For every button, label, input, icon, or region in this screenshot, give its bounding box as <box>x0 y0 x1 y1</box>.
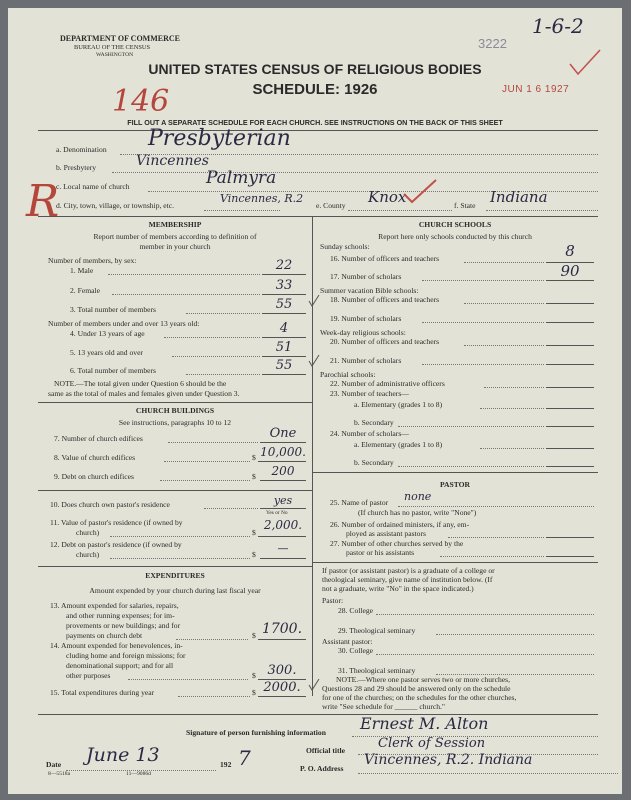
q30-label: 30. College <box>338 646 374 655</box>
q5-label: 5. 13 years old and over <box>70 348 143 357</box>
pastor-note-3: for one of the churches; on the schedules for the other churches, <box>322 693 517 702</box>
po-address-label: P. O. Address <box>300 764 344 773</box>
q12-value: — <box>277 542 289 555</box>
graduate-note-3: not a graduate, write "No" in the space indicated.) <box>322 584 474 593</box>
local-name-value: Palmyra <box>206 168 277 188</box>
year-digit: 7 <box>238 746 251 770</box>
q14-line-1: 14. Amount expended for benevolences, in- <box>50 641 183 650</box>
q13-line-4: payments on church debt <box>66 631 143 640</box>
q10-label: 10. Does church own pastor's residence <box>50 500 170 509</box>
expenditures-heading: EXPENDITURES <box>145 571 205 580</box>
pastor-sub-label: Pastor: <box>322 596 344 605</box>
pastor-note-1: NOTE.—Where one pastor serves two or more churches, <box>336 675 510 684</box>
q10-value: yes <box>273 494 293 507</box>
graduate-note-1: If pastor (or assistant pastor) is a graduate of a college or <box>322 566 495 575</box>
q16-label: 16. Number of officers and teachers <box>330 254 440 263</box>
q13-line-1: 13. Amount expended for salaries, repairs, <box>50 601 179 610</box>
form-title: UNITED STATES CENSUS OF RELIGIOUS BODIES <box>148 61 482 77</box>
summer-label: Summer vacation Bible schools: <box>320 286 419 295</box>
q17-value: 90 <box>560 262 580 280</box>
q7-label: 7. Number of church edifices <box>54 434 143 443</box>
received-date-stamp: JUN 1 6 1927 <box>502 84 570 95</box>
county-label: e. County <box>316 201 346 210</box>
q8-value: 10,000. <box>260 445 306 459</box>
q5-value: 51 <box>275 340 293 355</box>
date-value: June 13 <box>86 744 160 766</box>
city-town-value: Vincennes, R.2 <box>220 192 304 205</box>
check-mark-icon <box>402 178 438 204</box>
assistant-sub-label: Assistant pastor: <box>322 637 373 646</box>
q2-value: 33 <box>275 278 293 293</box>
q17-label: 17. Number of scholars <box>330 272 402 281</box>
pastor-note-2: Questions 28 and 29 should be answered only on the schedule <box>322 684 511 693</box>
department-label: DEPARTMENT OF COMMERCE <box>60 34 181 43</box>
buildings-sub: See instructions, paragraphs 10 to 12 <box>118 418 232 427</box>
q3-value: 55 <box>275 297 293 312</box>
q19-label: 19. Number of scholars <box>330 314 402 323</box>
bureau-label: BUREAU OF THE CENSUS <box>74 44 151 51</box>
age-intro-label: Number of members under and over 13 years old: <box>48 319 200 328</box>
city-label: WASHINGTON <box>96 52 134 58</box>
q24-label: 24. Number of scholars— <box>330 429 409 438</box>
q27-label-1: 27. Number of other churches served by the <box>330 539 464 548</box>
q7-value: One <box>269 426 297 441</box>
q3-label: 3. Total number of members <box>70 305 157 314</box>
q29-label: 29. Theological seminary <box>338 626 416 635</box>
sunday-label: Sunday schools: <box>320 242 370 251</box>
q31-label: 31. Theological seminary <box>338 666 416 675</box>
check-mark-icon <box>308 294 320 308</box>
q6-value: 55 <box>275 358 293 373</box>
schools-sub: Report here only schools conducted by this church <box>378 232 532 241</box>
po-address-value: Vincennes, R.2. Indiana <box>364 752 533 768</box>
q26-label-2: ployed as assistant pastors <box>346 529 426 538</box>
schools-heading: CHURCH SCHOOLS <box>418 220 492 229</box>
q25-label: 25. Name of pastor <box>330 498 389 507</box>
q11-value: 2,000. <box>263 518 303 532</box>
membership-note-2: same as the total of males and females given under Question 3. <box>48 389 240 398</box>
q8-dollar: $ <box>252 453 256 462</box>
official-title-label: Official title <box>306 746 346 755</box>
graduate-note-2: theological seminary, give name of institution below. (If <box>322 575 493 584</box>
yes-no-hint: Yes or No <box>266 510 288 516</box>
date-label: Date <box>46 760 62 769</box>
q27-label-2: pastor or his assistants <box>346 548 415 557</box>
membership-intro-1: Report number of members according to definition of <box>93 232 257 241</box>
hand-number: 146 <box>112 84 170 119</box>
q13-line-3: provements or new buildings; and for <box>66 621 181 630</box>
signature-label: Signature of person furnishing information <box>186 728 326 737</box>
q11-dollar: $ <box>252 528 256 537</box>
q15-label: 15. Total expenditures during year <box>50 688 155 697</box>
q13-dollar: $ <box>252 631 256 640</box>
q15-value: 2000. <box>263 680 301 695</box>
q22-label: 22. Number of administrative officers <box>330 379 445 388</box>
year-prefix: 192 <box>220 760 232 769</box>
membership-intro-2: member in your church <box>139 242 211 251</box>
official-title-value: Clerk of Session <box>378 736 486 751</box>
corner-number: 1-6-2 <box>532 14 584 38</box>
q9-dollar: $ <box>252 472 256 481</box>
parochial-label: Parochial schools: <box>320 370 376 379</box>
q8-label: 8. Value of church edifices <box>54 453 136 462</box>
q9-value: 200 <box>271 464 295 478</box>
census-schedule-page <box>8 8 622 794</box>
q26-label-1: 26. Number of ordained ministers, if any, em- <box>330 520 470 529</box>
stamp-number: 3222 <box>478 36 507 51</box>
q15-dollar: $ <box>252 688 256 697</box>
county-value: Knox <box>368 188 407 206</box>
check-mark-icon <box>568 48 602 76</box>
q14-line-3: denominational support; and for all <box>66 661 174 670</box>
q20-label: 20. Number of officers and teachers <box>330 337 440 346</box>
q25-value: none <box>404 490 432 503</box>
q24b-label: b. Secondary <box>354 458 394 467</box>
pastor-heading: PASTOR <box>439 480 471 489</box>
q14-value: 300. <box>267 663 297 678</box>
q24a-label: a. Elementary (grades 1 to 8) <box>354 440 443 449</box>
q12-label-1: 12. Debt on pastor's residence (if owned by <box>50 540 182 549</box>
q23-label: 23. Number of teachers— <box>330 389 409 398</box>
q12-label-2: church) <box>76 550 100 559</box>
q18-label: 18. Number of officers and teachers <box>330 295 440 304</box>
buildings-heading: CHURCH BUILDINGS <box>135 406 215 415</box>
by-sex-label: Number of members, by sex: <box>48 256 137 265</box>
q16-value: 8 <box>565 242 575 260</box>
q23a-label: a. Elementary (grades 1 to 8) <box>354 400 443 409</box>
state-value: Indiana <box>490 188 548 206</box>
weekday-label: Week-day religious schools: <box>320 328 406 337</box>
denomination-value: Presbyterian <box>148 126 291 151</box>
q14-dollar: $ <box>252 671 256 680</box>
q1-value: 22 <box>275 258 293 273</box>
q9-label: 9. Debt on church edifices <box>54 472 134 481</box>
q14-line-2: cluding home and foreign missions; for <box>66 651 186 660</box>
q4-label: 4. Under 13 years of age <box>70 329 145 338</box>
q4-value: 4 <box>279 321 289 336</box>
form-subtitle: SCHEDULE: 1926 <box>252 81 378 98</box>
r-mark: R <box>26 176 60 227</box>
q25-note: (If church has no pastor, write "None") <box>358 508 477 517</box>
city-town-label: d. City, town, village, or township, etc. <box>56 201 175 210</box>
q14-line-4: other purposes <box>66 671 111 680</box>
print-code-1: 8—5518a <box>48 771 71 777</box>
q13-line-2: and other running expenses; for im- <box>66 611 175 620</box>
membership-heading: MEMBERSHIP <box>148 220 202 229</box>
local-name-label: c. Local name of church <box>56 182 130 191</box>
check-mark-icon <box>308 678 320 692</box>
denomination-label: a. Denomination <box>56 145 107 154</box>
q12-dollar: $ <box>252 550 256 559</box>
membership-note-1: NOTE.—The total given under Question 6 should be the <box>54 379 227 388</box>
q13-value: 1700. <box>261 621 303 637</box>
print-code-2: 11—9086d <box>126 771 151 777</box>
check-mark-icon <box>308 354 320 368</box>
pastor-note-4: write "See schedule for ______ church." <box>322 702 446 711</box>
q6-label: 6. Total number of members <box>70 366 157 375</box>
form-instruction: FILL OUT A SEPARATE SCHEDULE FOR EACH CHURCH. SEE INSTRUCTIONS ON THE BACK OF THIS SHEET <box>127 118 503 127</box>
q28-label: 28. College <box>338 606 374 615</box>
q2-label: 2. Female <box>70 286 100 295</box>
q21-label: 21. Number of scholars <box>330 356 402 365</box>
presbytery-label: b. Presbytery <box>56 163 97 172</box>
expenditures-sub: Amount expended by your church during last fiscal year <box>89 586 261 595</box>
presbytery-value: Vincennes <box>136 153 209 169</box>
q23b-label: b. Secondary <box>354 418 394 427</box>
state-label: f. State <box>454 201 476 210</box>
q1-label: 1. Male <box>70 266 94 275</box>
q11-label-1: 11. Value of pastor's residence (if owned by <box>50 518 183 527</box>
q11-label-2: church) <box>76 528 100 537</box>
signature-value: Ernest M. Alton <box>360 714 489 733</box>
